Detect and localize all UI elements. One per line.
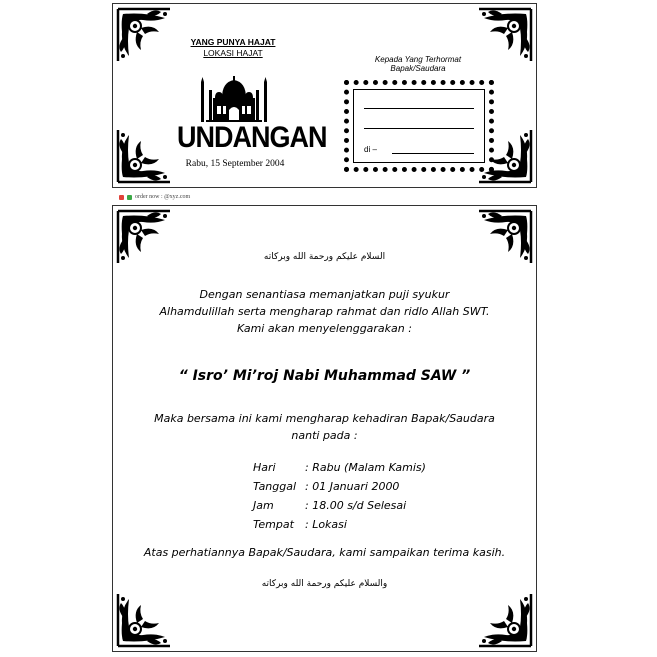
order-dot-green (127, 195, 132, 200)
detail-label: Jam (253, 499, 274, 512)
detail-row-day (253, 458, 426, 477)
order-dot-red (119, 195, 124, 200)
detail-value: : 18.00 s/d Selesai (305, 499, 407, 512)
opening-line: Kami akan menyelenggarakan : (237, 322, 412, 335)
envelope-front (112, 3, 537, 188)
envelope-title: UNDANGAN (177, 120, 327, 154)
detail-label: Tanggal (253, 480, 297, 493)
corner-ornament-icon (115, 6, 173, 64)
detail-value: : 01 Januari 2000 (305, 480, 400, 493)
request-line: nanti pada : (291, 429, 358, 442)
closing-line: Atas perhatiannya Bapak/Saudara, kami sampaikan terima kasih. (143, 546, 506, 559)
event-title: “ Isro’ Mi’roj Nabi Muhammad SAW ” (178, 368, 471, 384)
recipient-label-line: Kepada Yang Terhormat (374, 55, 462, 64)
envelope-date: Rabu, 15 September 2004 (185, 159, 285, 169)
order-note-text: order now : @xyz.com (135, 194, 191, 200)
corner-ornament-icon (476, 591, 534, 649)
detail-label: Hari (253, 461, 276, 474)
address-line (392, 153, 474, 154)
address-line (364, 128, 474, 129)
order-note (119, 194, 190, 200)
opening-line: Dengan senantiasa memanjatkan puji syukur (199, 288, 450, 301)
detail-value: : Lokasi (305, 518, 347, 531)
request-paragraph (113, 410, 536, 444)
recipient-label (343, 55, 493, 73)
mosque-icon (201, 76, 267, 122)
address-box (344, 80, 494, 172)
detail-row-time (253, 496, 426, 515)
host-location: LOKASI HAJAT (203, 48, 263, 58)
request-line: Maka bersama ini kami mengharap kehadiran Bapak/Saudara (154, 412, 495, 425)
detail-label: Tempat (253, 518, 294, 531)
recipient-label-line: Bapak/Saudara (390, 64, 446, 73)
corner-ornament-icon (115, 591, 173, 649)
opening-paragraph (113, 286, 536, 337)
opening-line: Alhamdulillah serta mengharap rahmat dan ridlo Allah SWT. (159, 305, 490, 318)
salam-greeting-bottom: والسلام عليكم ورحمة الله وبركاته (261, 579, 388, 589)
event-details (253, 458, 426, 534)
address-di-label: di – (364, 145, 377, 154)
detail-value: : Rabu (Malam Kamis) (305, 461, 426, 474)
invitation-letter (112, 205, 537, 652)
detail-row-place (253, 515, 426, 534)
address-line (364, 108, 474, 109)
detail-row-date (253, 477, 426, 496)
corner-ornament-icon (115, 127, 173, 185)
salam-greeting-top: السلام عليكم ورحمة الله وبركاته (263, 252, 386, 262)
host-name: YANG PUNYA HAJAT (190, 37, 276, 47)
address-box-inner (353, 89, 485, 163)
